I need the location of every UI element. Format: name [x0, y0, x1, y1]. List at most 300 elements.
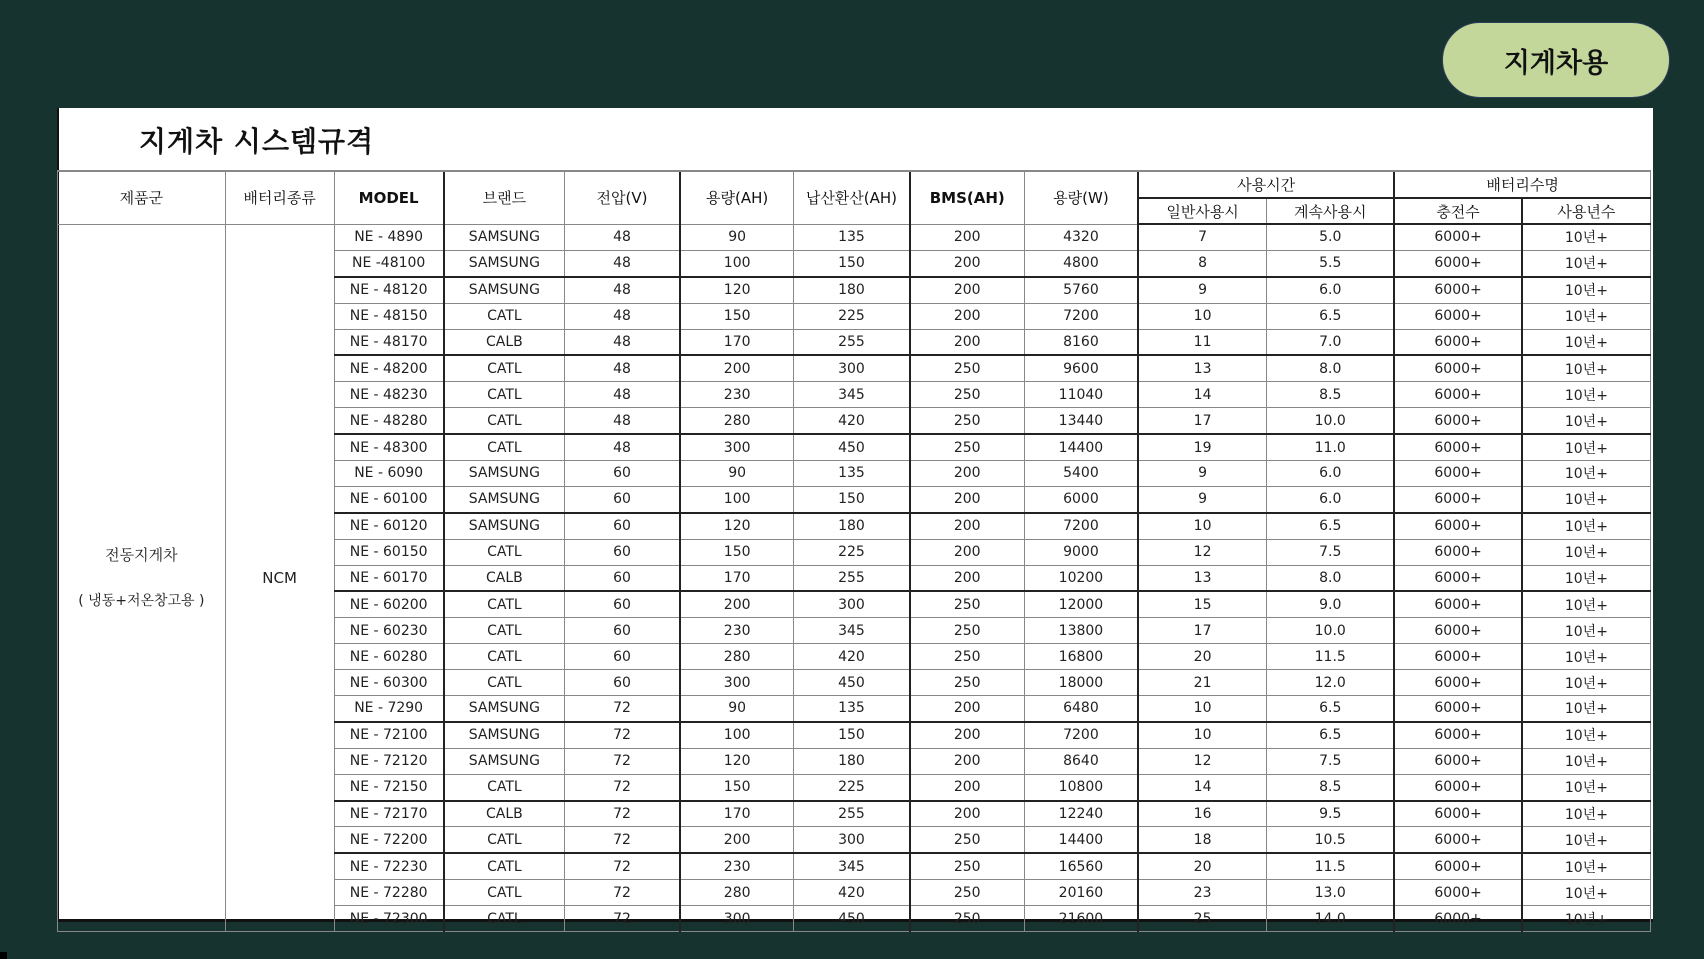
usage-normal-cell: 9	[1138, 277, 1267, 303]
capacity-w-cell: 10200	[1024, 565, 1138, 591]
header-capacity-ah: 용량(AH)	[680, 171, 794, 224]
brand-cell: CATL	[444, 827, 565, 853]
lead-acid-equiv-cell: 180	[794, 748, 910, 774]
bms-cell: 250	[910, 618, 1025, 644]
model-cell: NE - 60150	[334, 539, 444, 565]
voltage-cell: 48	[564, 355, 680, 381]
capacity-ah-cell: 100	[680, 722, 794, 748]
corner-marker	[0, 952, 7, 959]
capacity-ah-cell: 200	[680, 827, 794, 853]
years-cell: 10년+	[1522, 618, 1651, 644]
charge-cycles-cell: 6000+	[1394, 486, 1522, 512]
charge-cycles-cell: 6000+	[1394, 434, 1522, 460]
capacity-ah-cell: 280	[680, 644, 794, 670]
usage-normal-cell: 9	[1138, 461, 1267, 487]
bms-cell: 250	[910, 382, 1025, 408]
lead-acid-equiv-cell: 135	[794, 224, 910, 250]
capacity-w-cell: 9000	[1024, 539, 1138, 565]
capacity-w-cell: 18000	[1024, 670, 1138, 696]
bms-cell: 250	[910, 591, 1025, 617]
bms-cell: 200	[910, 801, 1025, 827]
spec-table	[57, 170, 1651, 932]
usage-continuous-cell: 8.5	[1267, 382, 1395, 408]
usage-normal-cell: 23	[1138, 880, 1267, 906]
voltage-cell: 60	[564, 513, 680, 539]
lead-acid-equiv-cell: 150	[794, 486, 910, 512]
model-cell: NE - 72100	[334, 722, 444, 748]
voltage-cell: 72	[564, 696, 680, 722]
lead-acid-equiv-cell: 420	[794, 408, 910, 434]
bms-cell: 200	[910, 513, 1025, 539]
brand-cell: SAMSUNG	[444, 250, 565, 276]
bms-cell: 200	[910, 774, 1025, 800]
usage-continuous-cell: 8.0	[1267, 565, 1395, 591]
capacity-w-cell: 14400	[1024, 434, 1138, 460]
years-cell: 10년+	[1522, 355, 1651, 381]
years-cell: 10년+	[1522, 565, 1651, 591]
capacity-w-cell: 4320	[1024, 224, 1138, 250]
charge-cycles-cell: 6000+	[1394, 355, 1522, 381]
usage-normal-cell: 10	[1138, 696, 1267, 722]
capacity-w-cell: 9600	[1024, 355, 1138, 381]
model-cell: NE - 60120	[334, 513, 444, 539]
charge-cycles-cell: 6000+	[1394, 774, 1522, 800]
brand-cell: SAMSUNG	[444, 224, 565, 250]
charge-cycles-cell: 6000+	[1394, 618, 1522, 644]
usage-normal-cell: 13	[1138, 355, 1267, 381]
page-title: 지게차 시스템규격	[139, 125, 375, 158]
capacity-w-cell: 5400	[1024, 461, 1138, 487]
brand-cell: CATL	[444, 303, 565, 329]
usage-continuous-cell: 13.0	[1267, 880, 1395, 906]
header-charge-cycles: 충전수	[1394, 198, 1522, 224]
voltage-cell: 72	[564, 722, 680, 748]
capacity-ah-cell: 280	[680, 408, 794, 434]
bms-cell: 200	[910, 722, 1025, 748]
brand-cell: SAMSUNG	[444, 722, 565, 748]
lead-acid-equiv-cell: 255	[794, 565, 910, 591]
charge-cycles-cell: 6000+	[1394, 250, 1522, 276]
category-badge	[1442, 22, 1670, 98]
charge-cycles-cell: 6000+	[1394, 748, 1522, 774]
bms-cell: 250	[910, 670, 1025, 696]
charge-cycles-cell: 6000+	[1394, 565, 1522, 591]
brand-cell: CATL	[444, 382, 565, 408]
header-lead-acid-equiv: 납산환산(AH)	[794, 171, 910, 224]
capacity-ah-cell: 300	[680, 670, 794, 696]
charge-cycles-cell: 6000+	[1394, 461, 1522, 487]
bms-cell: 250	[910, 906, 1025, 932]
voltage-cell: 60	[564, 591, 680, 617]
header-bms: BMS(AH)	[910, 171, 1025, 224]
capacity-w-cell: 16560	[1024, 853, 1138, 879]
usage-continuous-cell: 5.5	[1267, 250, 1395, 276]
lead-acid-equiv-cell: 225	[794, 774, 910, 800]
capacity-ah-cell: 100	[680, 486, 794, 512]
lead-acid-equiv-cell: 255	[794, 329, 910, 355]
lead-acid-equiv-cell: 420	[794, 880, 910, 906]
voltage-cell: 60	[564, 670, 680, 696]
usage-continuous-cell: 11.0	[1267, 434, 1395, 460]
capacity-w-cell: 12240	[1024, 801, 1138, 827]
bms-cell: 250	[910, 880, 1025, 906]
capacity-ah-cell: 170	[680, 329, 794, 355]
model-cell: NE - 60100	[334, 486, 444, 512]
capacity-ah-cell: 90	[680, 696, 794, 722]
capacity-w-cell: 6480	[1024, 696, 1138, 722]
years-cell: 10년+	[1522, 329, 1651, 355]
usage-normal-cell: 15	[1138, 591, 1267, 617]
usage-continuous-cell: 8.0	[1267, 355, 1395, 381]
capacity-w-cell: 20160	[1024, 880, 1138, 906]
lead-acid-equiv-cell: 345	[794, 853, 910, 879]
brand-cell: SAMSUNG	[444, 696, 565, 722]
usage-continuous-cell: 10.0	[1267, 618, 1395, 644]
header-usage-time: 사용시간	[1138, 171, 1394, 198]
voltage-cell: 60	[564, 644, 680, 670]
charge-cycles-cell: 6000+	[1394, 827, 1522, 853]
capacity-w-cell: 4800	[1024, 250, 1138, 276]
voltage-cell: 72	[564, 906, 680, 932]
header-battery-type: 배터리종류	[225, 171, 334, 224]
charge-cycles-cell: 6000+	[1394, 722, 1522, 748]
usage-continuous-cell: 8.5	[1267, 774, 1395, 800]
header-voltage: 전압(V)	[564, 171, 680, 224]
usage-normal-cell: 21	[1138, 670, 1267, 696]
capacity-w-cell: 7200	[1024, 722, 1138, 748]
usage-continuous-cell: 7.5	[1267, 748, 1395, 774]
voltage-cell: 48	[564, 224, 680, 250]
bms-cell: 250	[910, 853, 1025, 879]
charge-cycles-cell: 6000+	[1394, 853, 1522, 879]
bms-cell: 200	[910, 748, 1025, 774]
model-cell: NE - 48300	[334, 434, 444, 460]
voltage-cell: 48	[564, 434, 680, 460]
brand-cell: SAMSUNG	[444, 748, 565, 774]
capacity-ah-cell: 150	[680, 774, 794, 800]
capacity-w-cell: 11040	[1024, 382, 1138, 408]
bms-cell: 200	[910, 224, 1025, 250]
capacity-ah-cell: 230	[680, 853, 794, 879]
voltage-cell: 48	[564, 329, 680, 355]
lead-acid-equiv-cell: 300	[794, 827, 910, 853]
battery-type-cell: NCM	[225, 224, 334, 932]
voltage-cell: 72	[564, 774, 680, 800]
brand-cell: SAMSUNG	[444, 513, 565, 539]
header-battery-life: 배터리수명	[1394, 171, 1650, 198]
lead-acid-equiv-cell: 255	[794, 801, 910, 827]
capacity-ah-cell: 150	[680, 539, 794, 565]
model-cell: NE - 60280	[334, 644, 444, 670]
usage-continuous-cell: 5.0	[1267, 224, 1395, 250]
capacity-w-cell: 7200	[1024, 513, 1138, 539]
usage-normal-cell: 12	[1138, 748, 1267, 774]
brand-cell: SAMSUNG	[444, 461, 565, 487]
bms-cell: 250	[910, 827, 1025, 853]
charge-cycles-cell: 6000+	[1394, 644, 1522, 670]
years-cell: 10년+	[1522, 250, 1651, 276]
capacity-w-cell: 21600	[1024, 906, 1138, 932]
capacity-w-cell: 16800	[1024, 644, 1138, 670]
model-cell: NE -48100	[334, 250, 444, 276]
model-cell: NE - 72150	[334, 774, 444, 800]
voltage-cell: 72	[564, 748, 680, 774]
model-cell: NE - 48150	[334, 303, 444, 329]
years-cell: 10년+	[1522, 486, 1651, 512]
usage-continuous-cell: 9.5	[1267, 801, 1395, 827]
brand-cell: SAMSUNG	[444, 277, 565, 303]
usage-normal-cell: 20	[1138, 644, 1267, 670]
voltage-cell: 48	[564, 408, 680, 434]
capacity-w-cell: 5760	[1024, 277, 1138, 303]
years-cell: 10년+	[1522, 696, 1651, 722]
capacity-w-cell: 8160	[1024, 329, 1138, 355]
capacity-ah-cell: 280	[680, 880, 794, 906]
capacity-ah-cell: 120	[680, 277, 794, 303]
capacity-w-cell: 14400	[1024, 827, 1138, 853]
usage-continuous-cell: 10.0	[1267, 408, 1395, 434]
years-cell: 10년+	[1522, 774, 1651, 800]
years-cell: 10년+	[1522, 670, 1651, 696]
usage-continuous-cell: 6.5	[1267, 696, 1395, 722]
usage-continuous-cell: 7.5	[1267, 539, 1395, 565]
capacity-ah-cell: 230	[680, 618, 794, 644]
capacity-ah-cell: 90	[680, 224, 794, 250]
years-cell: 10년+	[1522, 801, 1651, 827]
usage-normal-cell: 17	[1138, 408, 1267, 434]
brand-cell: CATL	[444, 670, 565, 696]
brand-cell: CATL	[444, 408, 565, 434]
years-cell: 10년+	[1522, 906, 1651, 932]
lead-acid-equiv-cell: 420	[794, 644, 910, 670]
bms-cell: 200	[910, 461, 1025, 487]
years-cell: 10년+	[1522, 277, 1651, 303]
lead-acid-equiv-cell: 135	[794, 696, 910, 722]
bms-cell: 250	[910, 644, 1025, 670]
capacity-ah-cell: 200	[680, 591, 794, 617]
bms-cell: 200	[910, 329, 1025, 355]
voltage-cell: 60	[564, 618, 680, 644]
model-cell: NE - 72170	[334, 801, 444, 827]
model-cell: NE - 60170	[334, 565, 444, 591]
capacity-ah-cell: 120	[680, 748, 794, 774]
bms-cell: 200	[910, 250, 1025, 276]
brand-cell: CALB	[444, 329, 565, 355]
capacity-ah-cell: 300	[680, 906, 794, 932]
capacity-ah-cell: 170	[680, 801, 794, 827]
model-cell: NE - 7290	[334, 696, 444, 722]
header-capacity-w: 용량(W)	[1024, 171, 1138, 224]
header-years: 사용년수	[1522, 198, 1651, 224]
product-group-cell	[58, 224, 226, 932]
capacity-ah-cell: 100	[680, 250, 794, 276]
lead-acid-equiv-cell: 300	[794, 355, 910, 381]
usage-continuous-cell: 6.5	[1267, 722, 1395, 748]
model-cell: NE - 72200	[334, 827, 444, 853]
lead-acid-equiv-cell: 345	[794, 382, 910, 408]
charge-cycles-cell: 6000+	[1394, 408, 1522, 434]
usage-normal-cell: 10	[1138, 513, 1267, 539]
capacity-ah-cell: 230	[680, 382, 794, 408]
product-group-name: 전동지게차	[105, 545, 178, 564]
model-cell: NE - 60200	[334, 591, 444, 617]
usage-normal-cell: 10	[1138, 722, 1267, 748]
model-cell: NE - 60300	[334, 670, 444, 696]
years-cell: 10년+	[1522, 853, 1651, 879]
brand-cell: CALB	[444, 801, 565, 827]
lead-acid-equiv-cell: 225	[794, 303, 910, 329]
bms-cell: 200	[910, 565, 1025, 591]
capacity-w-cell: 10800	[1024, 774, 1138, 800]
usage-continuous-cell: 6.0	[1267, 277, 1395, 303]
usage-normal-cell: 16	[1138, 801, 1267, 827]
brand-cell: CATL	[444, 618, 565, 644]
usage-normal-cell: 10	[1138, 303, 1267, 329]
usage-normal-cell: 18	[1138, 827, 1267, 853]
years-cell: 10년+	[1522, 382, 1651, 408]
lead-acid-equiv-cell: 450	[794, 434, 910, 460]
brand-cell: CATL	[444, 774, 565, 800]
years-cell: 10년+	[1522, 748, 1651, 774]
bms-cell: 250	[910, 408, 1025, 434]
capacity-w-cell: 6000	[1024, 486, 1138, 512]
capacity-ah-cell: 300	[680, 434, 794, 460]
model-cell: NE - 72230	[334, 853, 444, 879]
lead-acid-equiv-cell: 180	[794, 277, 910, 303]
years-cell: 10년+	[1522, 539, 1651, 565]
usage-normal-cell: 11	[1138, 329, 1267, 355]
bms-cell: 250	[910, 434, 1025, 460]
header-brand: 브랜드	[444, 171, 565, 224]
usage-normal-cell: 12	[1138, 539, 1267, 565]
lead-acid-equiv-cell: 450	[794, 906, 910, 932]
bms-cell: 200	[910, 539, 1025, 565]
charge-cycles-cell: 6000+	[1394, 329, 1522, 355]
years-cell: 10년+	[1522, 880, 1651, 906]
header-usage-normal: 일반사용시	[1138, 198, 1267, 224]
years-cell: 10년+	[1522, 224, 1651, 250]
bms-cell: 200	[910, 486, 1025, 512]
charge-cycles-cell: 6000+	[1394, 303, 1522, 329]
years-cell: 10년+	[1522, 722, 1651, 748]
years-cell: 10년+	[1522, 827, 1651, 853]
brand-cell: CATL	[444, 906, 565, 932]
lead-acid-equiv-cell: 225	[794, 539, 910, 565]
lead-acid-equiv-cell: 180	[794, 513, 910, 539]
years-cell: 10년+	[1522, 591, 1651, 617]
model-cell: NE - 48200	[334, 355, 444, 381]
charge-cycles-cell: 6000+	[1394, 906, 1522, 932]
brand-cell: CATL	[444, 644, 565, 670]
lead-acid-equiv-cell: 150	[794, 250, 910, 276]
usage-continuous-cell: 11.5	[1267, 644, 1395, 670]
lead-acid-equiv-cell: 300	[794, 591, 910, 617]
header-model: MODEL	[334, 171, 444, 224]
usage-normal-cell: 19	[1138, 434, 1267, 460]
voltage-cell: 72	[564, 853, 680, 879]
charge-cycles-cell: 6000+	[1394, 880, 1522, 906]
usage-continuous-cell: 10.5	[1267, 827, 1395, 853]
table-row	[58, 224, 1651, 250]
charge-cycles-cell: 6000+	[1394, 513, 1522, 539]
usage-normal-cell: 13	[1138, 565, 1267, 591]
model-cell: NE - 60230	[334, 618, 444, 644]
years-cell: 10년+	[1522, 434, 1651, 460]
usage-continuous-cell: 6.5	[1267, 303, 1395, 329]
spec-table-body	[58, 224, 1651, 932]
charge-cycles-cell: 6000+	[1394, 591, 1522, 617]
usage-normal-cell: 17	[1138, 618, 1267, 644]
voltage-cell: 60	[564, 486, 680, 512]
bms-cell: 250	[910, 355, 1025, 381]
usage-normal-cell: 9	[1138, 486, 1267, 512]
usage-normal-cell: 14	[1138, 382, 1267, 408]
capacity-ah-cell: 150	[680, 303, 794, 329]
category-badge-label: 지게차용	[1503, 47, 1609, 79]
brand-cell: CATL	[444, 591, 565, 617]
bms-cell: 200	[910, 277, 1025, 303]
capacity-ah-cell: 170	[680, 565, 794, 591]
voltage-cell: 72	[564, 827, 680, 853]
lead-acid-equiv-cell: 450	[794, 670, 910, 696]
usage-continuous-cell: 6.5	[1267, 513, 1395, 539]
charge-cycles-cell: 6000+	[1394, 382, 1522, 408]
charge-cycles-cell: 6000+	[1394, 670, 1522, 696]
years-cell: 10년+	[1522, 303, 1651, 329]
usage-continuous-cell: 14.0	[1267, 906, 1395, 932]
years-cell: 10년+	[1522, 461, 1651, 487]
brand-cell: CATL	[444, 355, 565, 381]
usage-normal-cell: 14	[1138, 774, 1267, 800]
model-cell: NE - 48170	[334, 329, 444, 355]
model-cell: NE - 6090	[334, 461, 444, 487]
usage-normal-cell: 7	[1138, 224, 1267, 250]
lead-acid-equiv-cell: 135	[794, 461, 910, 487]
usage-continuous-cell: 6.0	[1267, 486, 1395, 512]
brand-cell: SAMSUNG	[444, 486, 565, 512]
capacity-ah-cell: 200	[680, 355, 794, 381]
voltage-cell: 48	[564, 303, 680, 329]
spec-panel	[57, 108, 1653, 928]
usage-continuous-cell: 7.0	[1267, 329, 1395, 355]
usage-continuous-cell: 9.0	[1267, 591, 1395, 617]
model-cell: NE - 72280	[334, 880, 444, 906]
voltage-cell: 60	[564, 565, 680, 591]
voltage-cell: 48	[564, 250, 680, 276]
model-cell: NE - 48230	[334, 382, 444, 408]
usage-normal-cell: 8	[1138, 250, 1267, 276]
capacity-w-cell: 12000	[1024, 591, 1138, 617]
model-cell: NE - 4890	[334, 224, 444, 250]
capacity-w-cell: 13800	[1024, 618, 1138, 644]
usage-continuous-cell: 6.0	[1267, 461, 1395, 487]
brand-cell: CALB	[444, 565, 565, 591]
capacity-ah-cell: 90	[680, 461, 794, 487]
capacity-ah-cell: 120	[680, 513, 794, 539]
brand-cell: CATL	[444, 434, 565, 460]
header-product-group: 제품군	[58, 171, 226, 224]
years-cell: 10년+	[1522, 513, 1651, 539]
usage-continuous-cell: 11.5	[1267, 853, 1395, 879]
product-group-note: ( 냉동+저온창고용 )	[78, 592, 205, 609]
header-usage-continuous: 계속사용시	[1267, 198, 1395, 224]
voltage-cell: 72	[564, 801, 680, 827]
lead-acid-equiv-cell: 150	[794, 722, 910, 748]
lead-acid-equiv-cell: 345	[794, 618, 910, 644]
brand-cell: CATL	[444, 880, 565, 906]
capacity-w-cell: 8640	[1024, 748, 1138, 774]
model-cell: NE - 72120	[334, 748, 444, 774]
